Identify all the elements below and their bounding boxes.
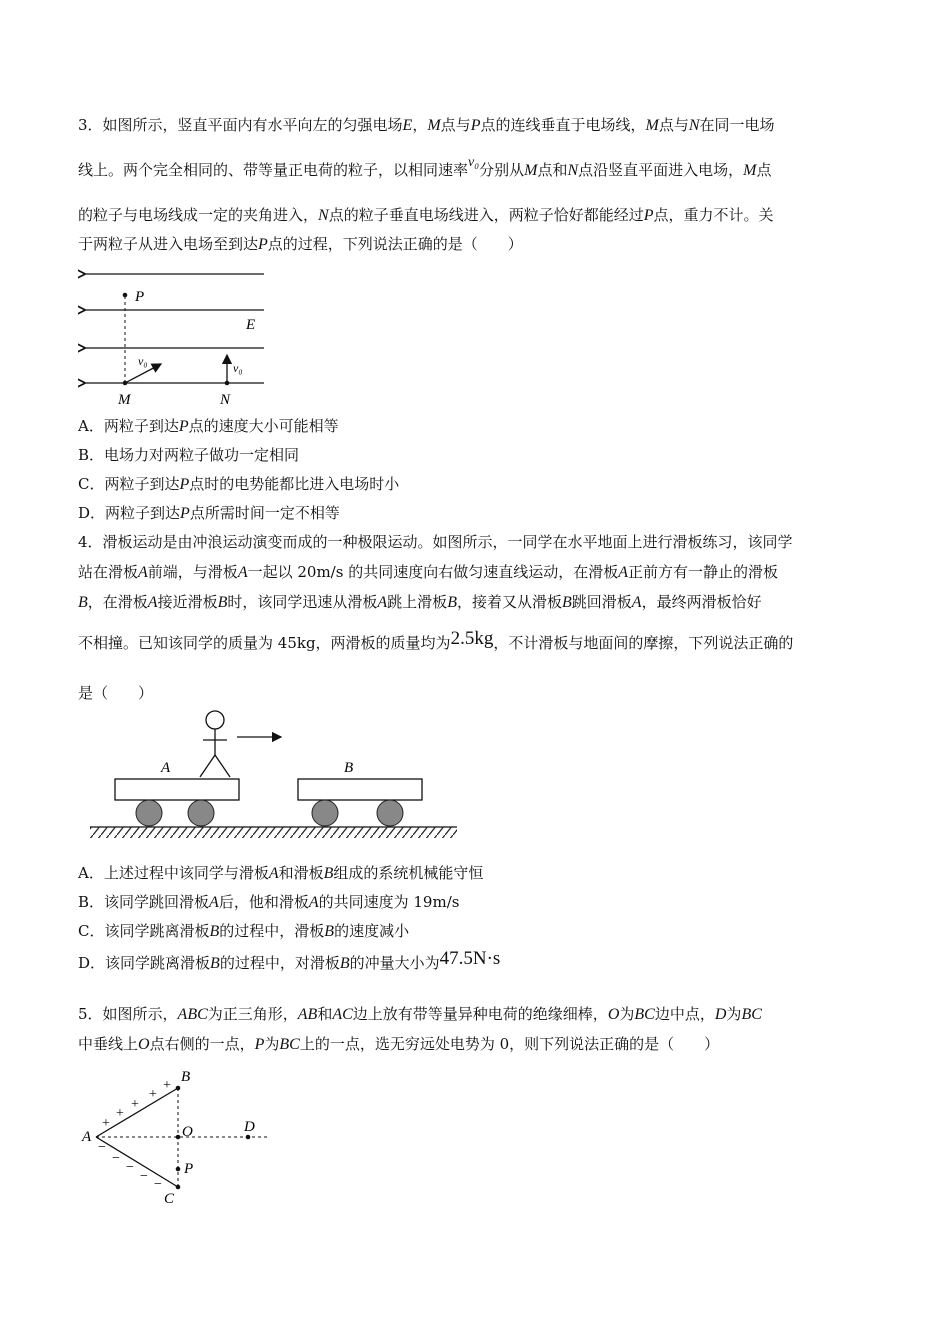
point-c (176, 1185, 181, 1190)
person-leg (215, 755, 230, 777)
minus-sign: − (98, 1140, 106, 1155)
q4-option-c: C．该同学跳离滑板B的过程中，滑板B的速度减小 (78, 922, 410, 940)
label-board-a: A (161, 760, 171, 776)
plus-sign: + (163, 1078, 171, 1093)
q4-line-5: 是（ ） (78, 684, 154, 702)
skateboard-a (115, 779, 239, 800)
minus-sign: − (112, 1151, 120, 1166)
label-p: P (135, 289, 145, 305)
point-d (246, 1135, 251, 1140)
label-b: B (181, 1069, 191, 1085)
q3-line-3: 的粒子与电场线成一定的夹角进入，N点的粒子垂直电场线进入，两粒子恰好都能经过P点，重力不计。关 (78, 206, 774, 224)
wheel (136, 800, 162, 826)
label-v0-m: v₀ (138, 354, 148, 368)
label-m: M (118, 392, 131, 408)
plus-sign: + (102, 1116, 110, 1131)
plus-sign: + (149, 1087, 157, 1102)
minus-sign: − (126, 1160, 134, 1175)
label-a: A (82, 1129, 92, 1145)
plus-sign: + (116, 1106, 124, 1121)
q4-line-1: 4．滑板运动是由冲浪运动演变而成的一种极限运动。如图所示，一同学在水平地面上进行滑板练习，该同学 (78, 533, 793, 551)
label-n: N (220, 392, 231, 408)
point-o (176, 1135, 181, 1140)
wheel (188, 800, 214, 826)
person-head (206, 711, 224, 729)
minus-sign: − (154, 1177, 162, 1192)
q3-figure-electric-field (78, 265, 278, 410)
label-board-b: B (344, 760, 354, 776)
person-leg (200, 755, 215, 777)
q4-option-b: B．该同学跳回滑板A后，他和滑板A的共同速度为 19m/s (78, 893, 460, 911)
q4-option-a: A．上述过程中该同学与滑板A和滑板B组成的系统机械能守恒 (78, 864, 484, 882)
q3-line-4: 于两粒子从进入电场至到达P点的过程，下列说法正确的是（ ） (78, 235, 523, 253)
wheel (377, 800, 403, 826)
side-ac (96, 1137, 178, 1187)
label-d: D (244, 1119, 255, 1135)
skateboard-b (298, 779, 422, 800)
q3-line-2: 线上。两个完全相同的、带等量正电荷的粒子，以相同速率v₀分别从M点和N点沿竖直平面进入电场，M点 (78, 155, 772, 179)
label-v0-n: v₀ (233, 361, 243, 375)
q4-line-4: 不相撞。已知该同学的质量为 45kg，两滑板的质量均为2.5kg，不计滑板与地面间的摩擦，下列说法正确的 (78, 628, 794, 652)
q3-line-1: 3．如图所示，竖直平面内有水平向左的匀强电场E，M点与P点的连线垂直于电场线，M点与N在同一电场 (78, 116, 775, 134)
wheel (312, 800, 338, 826)
label-o: O (182, 1124, 193, 1140)
label-p: P (184, 1161, 194, 1177)
q4-figure-skateboards (85, 705, 460, 843)
q3-option-d: D．两粒子到达P点所需时间一定不相等 (78, 504, 340, 522)
minus-sign: − (140, 1169, 148, 1184)
q3-option-a: A．两粒子到达P点的速度大小可能相等 (78, 417, 339, 435)
q4-line-2: 站在滑板A前端，与滑板A一起以 20m/s 的共同速度向右做匀速直线运动，在滑板A正前方有一静止的滑板 (78, 563, 778, 581)
label-e: E (246, 317, 256, 333)
plus-sign: + (131, 1097, 139, 1112)
point-b (176, 1086, 181, 1091)
q4-option-d: D．该同学跳离滑板B的过程中，对滑板B的冲量大小为47.5N·s (78, 948, 501, 972)
label-c: C (164, 1191, 175, 1207)
q3-option-b: B．电场力对两粒子做功一定相同 (78, 446, 300, 464)
ground-hatch (90, 827, 457, 838)
q4-line-3: B，在滑板A接近滑板B时，该同学迅速从滑板A跳上滑板B，接着又从滑板B跳回滑板A，最终两滑板恰好 (78, 593, 762, 611)
q5-line-2: 中垂线上O点右侧的一点，P为BC上的一点，选无穷远处电势为 0，则下列说法正确的是（ ） (78, 1035, 720, 1053)
q3-option-c: C．两粒子到达P点时的电势能都比进入电场时小 (78, 475, 400, 493)
point-p (176, 1167, 181, 1172)
q5-line-1: 5．如图所示，ABC为正三角形，AB和AC边上放有带等量异种电荷的绝缘细棒，O为BC边中点，D为BC (78, 1005, 762, 1023)
point-p (123, 293, 128, 298)
q5-figure-triangle (78, 1063, 278, 1208)
